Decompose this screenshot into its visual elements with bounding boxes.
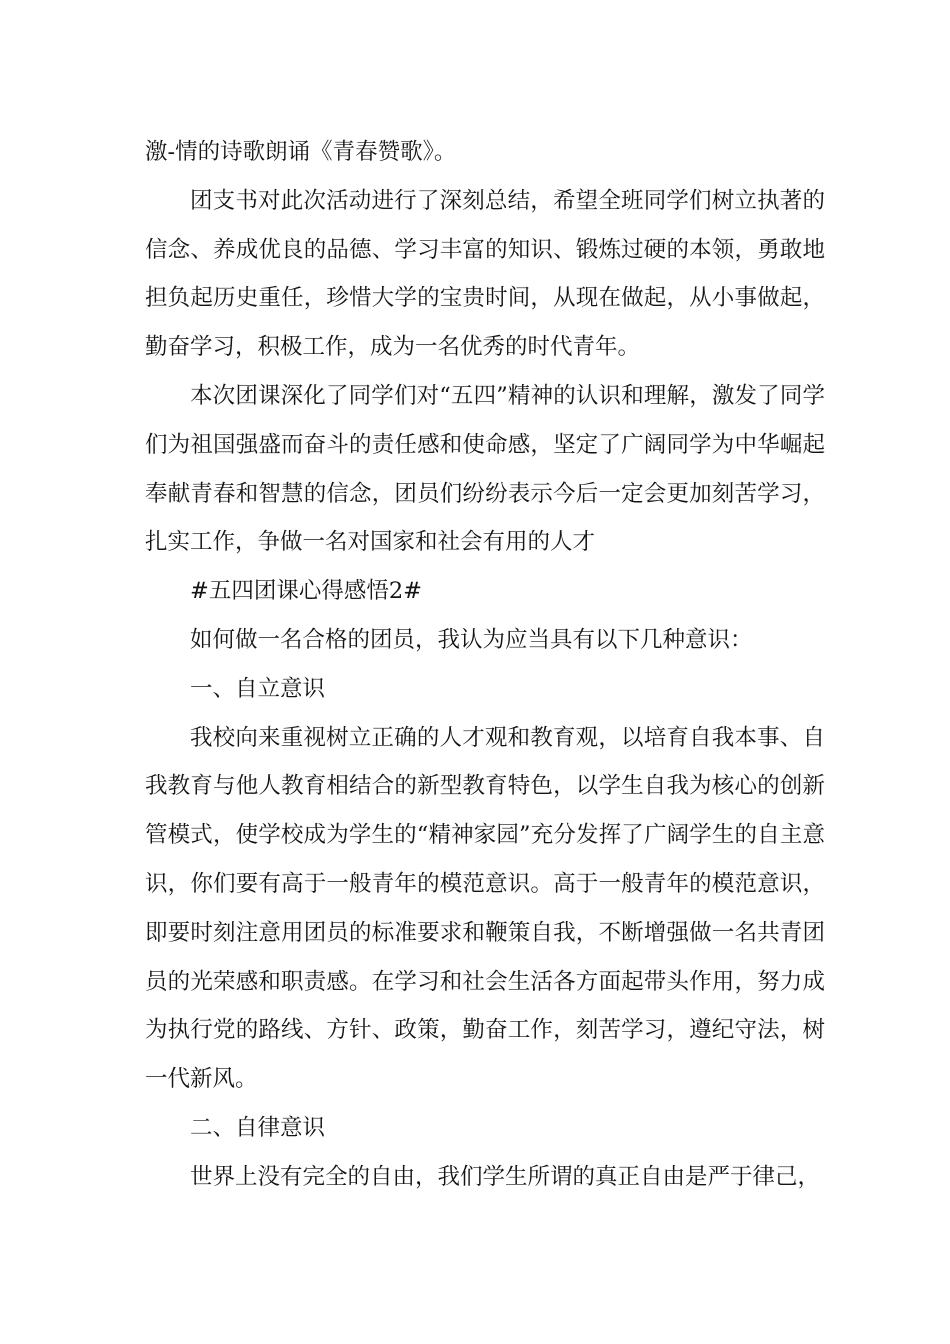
paragraph-3: 本次团课深化了同学们对“五四”精神的认识和理解，激发了同学们为祖国强盛而奋斗的责任感和使命感，坚定了广阔同学为中华崛起奉献青春和智慧的信念，团员们纷纷表示今后一定会更加刻苦学习，扎实工作，争做一名对国家和社会有用的人才 (145, 382, 825, 556)
document-body (145, 128, 825, 1202)
section-heading-2: #五四团课心得感悟2# (190, 578, 423, 605)
paragraph-1: 激-情的诗歌朗诵《青春赞歌》。 (145, 139, 457, 165)
paragraph-intro: 如何做一名合格的团员，我认为应当具有以下几种意识： (190, 626, 753, 653)
paragraph-2: 团支书对此次活动进行了深刻总结，希望全班同学们树立执著的信念、养成优良的品德、学习丰富的知识、锻炼过硬的本领，勇敢地担负起历史重任，珍惜大学的宝贵时间，从现在做起，从小事做起，勤奋学习，积极工作，成为一名优秀的时代青年。 (145, 187, 825, 361)
heading-self-discipline: 二、自律意识 (190, 1114, 326, 1141)
paragraph-self-reliance: 我校向来重视树立正确的人才观和教育观，以培育自我本事、自我教育与他人教育相结合的新型教育特色，以学生自我为核心的创新管模式，使学校成为学生的“精神家园”充分发挥了广阔学生的自主意识，你们要有高于一般青年的模范意识。高于一般青年的模范意识，即要时刻注意用团员的标准要求和鞭策自我，不断增强做一名共青团员的光荣感和职责感。在学习和社会生活各方面起带头作用，努力成为执行党的路线、方针、政策，勤奋工作，刻苦学习，遵纪守法，树一代新风。 (145, 724, 825, 1093)
heading-self-reliance: 一、自立意识 (190, 675, 326, 702)
paragraph-self-discipline: 世界上没有完全的自由，我们学生所谓的真正自由是严于律己， (190, 1163, 821, 1190)
